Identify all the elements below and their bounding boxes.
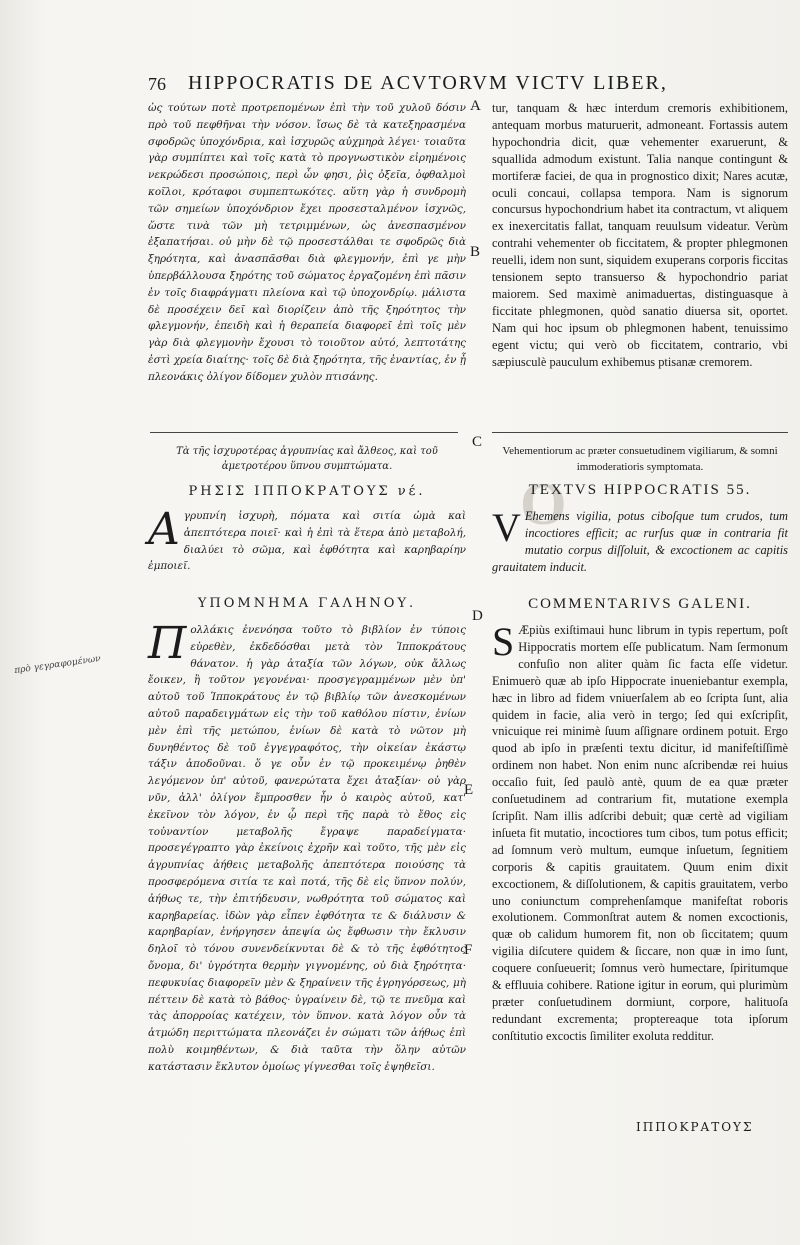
bleed-through-shadow: O [520, 471, 567, 537]
margin-letter-f: F [464, 942, 473, 958]
margin-letter-a: A [470, 98, 481, 114]
greek-commentary-initial: Π [148, 618, 187, 669]
latin-aphorism-text: Ehemens vigilia, potus ciboſque tum crudos, tum incoctiores efficit; ac rurſus quæ in contraria fit mutatio corpus diſſoluit, & excoctionem ac capitis grauitatem inducit. [492, 509, 788, 574]
greek-text-heading: ΡΗΣΙΣ ΙΠΠΟΚΡΑΤΟΥΣ νέ. [188, 484, 426, 499]
running-title: HIPPOCRATIS DE ACVTORVM VICTV LIBER, [188, 72, 668, 94]
greek-aphorism-text: γρυπνίη ἰσχυρὴ, πόματα καὶ σιτία ὠμὰ καὶ ἀπεπτότερα ποιεῖ· καὶ ἡ ἐπὶ τὰ ἕτερα ἀπὸ μεταβολή, διαλύει τὸ σῶμα, καὶ ἑφθότητα καὶ καρηβαρίην ἐμποιεῖ. [148, 510, 466, 573]
handwritten-margin-note: πρὸ γεγραφομένων [13, 653, 102, 677]
divider-latin [492, 432, 788, 433]
greek-commentary-text: ολλάκις ἐνενόησα τοῦτο τὸ βιβλίον ἐν τύποις εὑρεθὲν, ἐκδεδόσθαι μετὰ τὸν Ἱπποκράτους θάνατον. ἡ γὰρ ἀταξία τῶν λόγων, οὐκ ἄλλως ἔοικεν, ἢ τοῦτον γεγονέναι· προσγεγραμμένων μὲν ὑπ' αὐτοῦ τοῦ Ἱπποκράτους ἐν τῷ βιβλίῳ τῶν ἀνεσκομένων αὐτοῦ παραδειγμάτων εἰς τὴν τοῦ καθόλου πίστιν, ἐνίων μὲν ἐπὶ τῆς μετώπου, ἐνίων δὲ κατὰ τὸ νῶτον μὴ δυνηθέντος δὲ τοῦ ἐγγεγραφότος, τὴν οἰκείαν ἑκάστῳ τάξιν ἀποδοῦναι. ὅ γε οὖν ἐν τῷ προκειμένῳ ῥηθὲν λεγόμενον ὑπ' αὐτοῦ, φανερώτατα ἔχει ἀταξίαν· οὐ γὰρ νῦν, ἀλλ' ὀλίγον ἔμπροσθεν ἦν ὁ καιρὸς αὐτοῦ, κατ' ἐκεῖνον τὸν λόγον, ἐν ᾧ περὶ τῆς παρὰ τὸ ἔθος εἰς τοὐναντίον μεταβολῆς ἔγραψε παραδείγματα· προσεγέγραπτο γὰρ ἐκείνοις ἐχρῆν καὶ τοῦτο, τῆς μὲν εἰς ἀγρυπνίας ἀήθεις μεταβολῆς ἀπεπτότερα ποιούσης τὰ προσφερόμενα σιτία τε καὶ ποτά, τῆς δὲ εἰς ὕπνον πολύν, ἀήθως τε, τὴν ἐπιτήδευσιν, νωθρότητα τοῦ σώματος καὶ καρηβαρείας. ἰδὼν γὰρ εἶπεν ἑφθότητα τε & διάλυσιν & καρηβαρίαν, ἐνήργησεν ἀπεψία ὡς ἔφθωσιν τὴν ἔκλυσιν δηλοῖ τὸ τόνου συνενδείκνυται δὲ & τὸ τῆς ἑφθότητος ὄνομα, δι' ὑγρότητα θερμὴν γιγνομένης, οὐ διὰ ξηρότητα· πεφυκυίας διαφορεῖν μὲν & ξηραίνειν τῆς ἐγρηγόρσεως, μὴ πέττειν δὲ κατὰ τὸ βάθος· ὑγραίνειν δὲ, τῷ τε πνεῦμα καὶ τὰς ἀπορροίας κατέχειν, τὸν ὕπνον. κατὰ λόγον οὖν τὰ ἀτμώδη περιττώματα πλεονάζει ἐν σώματι τῶν ἀήθως ἐπὶ πολὺ κοιμηθέντων, & διὰ ταῦτα τὴν ὅλην αὐτῶν κατάστασιν ἔκλυτον ὁμοίως γίγνεσθαι τοῖς ἑψηθεῖσι. [148, 624, 466, 1073]
latin-commentary-heading: COMMENTARIVS GALENI. [528, 596, 752, 612]
margin-letter-d: D [472, 608, 483, 624]
margin-letter-e: E [464, 782, 474, 798]
latin-top-paragraph: tur, tanquam & hæc interdum cremoris exhibitionem, antequam morbus maturuerit, admoneant. Fortassis autem hypochondria dicit, quæ vehementer exaruerunt, & squallida admodum existunt. Talia nanque contingunt & mortiferæ faciei, de qua in prognostico dixit; Nares acutæ, oculi concaui, collapsa tempora. Nam is signorum concursus hypochondrium habet ita contractum, vt aliquem ex inexercitatis fallat, tanquam reuulsum videatur. Verùm contrahi vehementer ob ficcitatem, & propter phlegmonen reuelli, idem non sunt, siquidem exuperans corporis ficcitas tensionem septo transuerso & hypochondrio pariat maiorem. Sed maximè animaduertas, distinguasque à ficcitate phlegmonen, quòd sanatio diuersa sit, oportet. Nam qui hoc ipsum ob phlegmonen habent, tenuissimo egent victu; qui verò ob ficcitatem, contrario, vbi sæpiusculè pauculum exhibemus ptisanæ cremorem. [492, 101, 788, 369]
margin-letter-b: B [470, 244, 481, 260]
divider-greek [150, 432, 458, 433]
greek-commentary-heading: ΥΠΟΜΝΗΜΑ ΓΑΛΗΝΟΥ. [197, 596, 417, 611]
latin-commentary-initial: S [492, 619, 515, 664]
margin-letter-c: C [472, 434, 483, 450]
latin-text-heading: TEXTVS HIPPOCRATIS 55. [528, 482, 752, 498]
latin-commentary [492, 619, 788, 1112]
latin-section-subhead: Vehementiorum ac præter consuetudinem vigiliarum, & somni immoderatioris symptomata. [502, 445, 778, 473]
greek-aphorism-initial: Α [148, 504, 180, 555]
latin-commentary-text: Æpiùs exiſtimaui hunc librum in typis repertum, poſt Hippocratis mortem eſſe publicatum. Nam ſermonum confuſio non aliter quàm ſic facta eſſe videtur. Enimuerò quæ ab ipſo Hippocrate inueniebantur exempla, hæc in libro ad fidem vniuerſalem ab eo ſcripta ſunt, alia quidem in facie, alia verò in tergo; ſed qui exſcripſit, vnicuique rei minimè ſuum aſſignare ordinem potuit. Ergo quod ab ipſo in præſenti textu dicitur, id manifeſtiſſimè ordinem non habet. Non enim nunc aſcribendæ rei huius occaſio fuit, ſed paulò antè, quum de ea quæ præter conſuetudinem ad contrarium fit, mutatione exempla ſcripſit. Nam illis adſcribi debuit; quæ certè ad vigiliam inſueta fit mutatio, incoctiores tum cibos, tum potus efficit; ad ſomnum verò multum, eumque inſuetum, ſegnitiem corporis & capitis grauitatem. Quum enim dixit excoctionem, & diſſolutionem, & capitis grauitatem, verbo uno coniunctum comprehenſamque manifeſtat roboris exolutionem. Commonſtrat autem & nomen excoctionis, quæ ob calidum humorem fit, non ob ſiccitatem; quum vigilia diſcutere quidem & ſiccare, non quæ in imo ſunt, coquere conſueuerit; ſomnus verò humectare, ſpiritumque & effluuia cohibere. Ratione igitur in eorum, qui plurimùm præter conſuetudinem dormiunt, corpore, halituoſa redundant excrementa; proptereaque tota ipſorum conſtitutio excoctis ſimiliter exoluta redditur. [492, 623, 788, 1043]
greek-aphorism [148, 504, 466, 592]
catchword: ΙΠΠΟΚΡΑΤΟΥΣ [636, 1120, 754, 1134]
greek-top-paragraph: ὡς τούτων ποτὲ προτρεπομένων ἐπὶ τὴν τοῦ χυλοῦ δόσιν πρὸ τοῦ πεφθῆναι τὴν νόσον. ἴσως δὲ τὰ κατεξηρασμένα σφοδρῶς ὑποχόνδρια, καὶ ἰσχυρῶς αὐχμηρὰ λέγει· τοιαῦτα γὰρ συμπίπτει καὶ τοῖς κατὰ τὸ προγνωστικὸν εἰρημένοις νεκρώδεσι προσώποις, περὶ ὧν φησι, ῥὶς ὀξεῖα, ὀφθαλμοὶ κοῖλοι, κρόταφοι συμπεπτωκότες. αὕτη γὰρ ἡ συνδρομὴ τῶν σημείων ὑποχόνδριον ἔχει προσεσταλμένον ἰσχνῶς, ὥστε τινὰ τῶν μὴ τετριμμένων, ὡς ἀνεσπασμένον ἐξαπατήσαι. οὐ μὴν δὲ τῷ προσεστάλθαι τε σφοδρῶς διὰ ξηρότητα, καὶ ἀνασπᾶσθαι διὰ φλεγμονήν, ἐπὶ γε μὴν ὑπερβάλλουσα ξηρότης τοῦ σώματος ἐργαζομένη ἐπὶ πᾶσιν ἐν τοῖς διαφράγματι πλείονα καὶ τῷ ὑποχονδρίῳ. μάλιστα δὲ προσέχειν δεῖ καὶ διορίζειν ἀπὸ τῆς ξηρότητος τὴν φλεγμονήν, ἐπειδὴ καὶ ἡ θεραπεία διαφορεῖ ἐπὶ τοῖς μὲν γὰρ διὰ φλεγμονὴν ἔχουσι τὸ τοιοῦτον αὐτό, λεπτοτάτης ἐστὶ χρεία διαίτης· τοῖς δὲ διὰ ξηρότητα, τῆς ἐναντίας, ἐν ᾗ πλεονάκις ὀλίγον δίδομεν χυλὸν πτισάνης. [148, 102, 466, 383]
page-number: 76 [148, 74, 166, 94]
greek-commentary [148, 618, 466, 1112]
latin-aphorism-initial: V [492, 505, 521, 550]
greek-section-subhead: Τὰ τῆς ἰσχυροτέρας ἀγρυπνίας καὶ ἄλθεος, καὶ τοῦ ἀμετροτέρου ὕπνου συμπτώματα. [176, 446, 438, 472]
page-header [148, 72, 788, 102]
latin-aphorism [492, 505, 788, 592]
